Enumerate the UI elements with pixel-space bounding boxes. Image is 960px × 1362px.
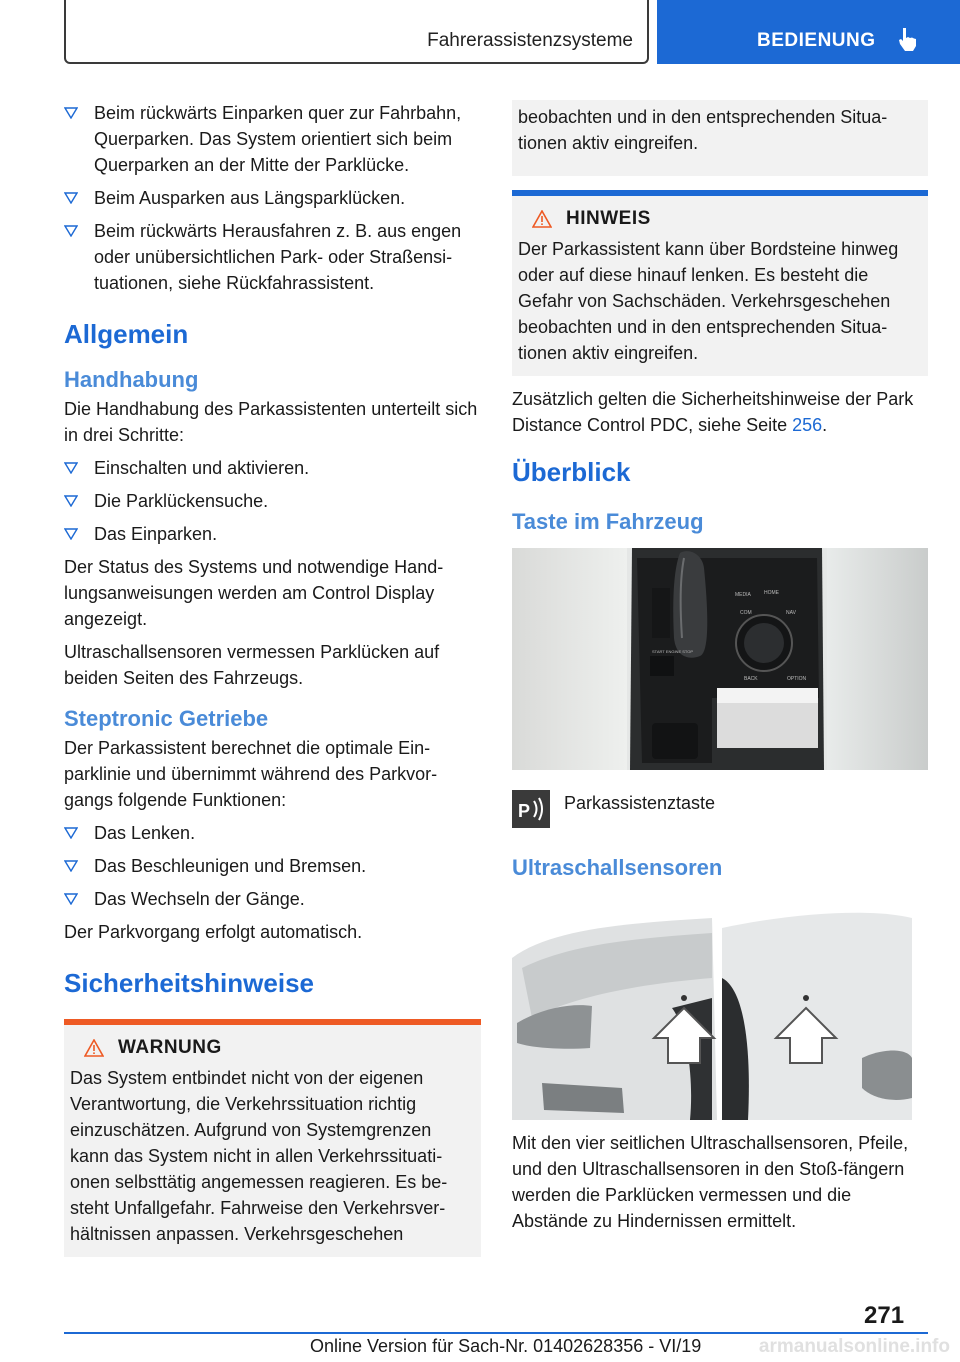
list-item: Beim Ausparken aus Längsparklücken. <box>64 185 481 211</box>
triangle-bullet-icon <box>64 860 78 872</box>
triangle-bullet-icon <box>64 893 78 905</box>
list-item: Das Beschleunigen und Bremsen. <box>64 853 481 879</box>
warning-triangle-icon <box>532 210 552 228</box>
list-item: Das Lenken. <box>64 820 481 846</box>
heading-sicherheitshinweise: Sicherheitshinweise <box>64 968 314 998</box>
header-section-box <box>64 0 649 64</box>
console-label-back: BACK <box>744 676 758 682</box>
left-column <box>64 100 481 1257</box>
list-item: Beim rückwärts Herausfahren z. B. aus engen oder unübersichtlichen Park- oder Straßensi-tuationen, siehe Rückfahrassistent. <box>64 218 481 296</box>
park-assist-button-icon <box>512 790 550 828</box>
console-photo <box>512 548 928 770</box>
console-label-com: COM <box>740 610 752 616</box>
triangle-bullet-icon <box>64 495 78 507</box>
list-item: Beim rückwärts Einparken quer zur Fahrbahn, Querparken. Das System orientiert sich beim Querparken an der Mitte der Parklücke. <box>64 100 481 178</box>
hint-title: HINWEIS <box>518 208 922 230</box>
warning-text: Das System entbindet nicht von der eigenen Verantwortung, die Verkehrssituation richtig einzuschätzen. Aufgrund von Systemgrenzen kann das System nicht in allen Verkehrssituati-onen selbsttätig angemessen reagieren. Es be-steht Unfallgefahr. Fahrweise den Verkehrsver-hältnissen anpassen. Verkehrsgeschehen <box>70 1068 448 1244</box>
list-item: Die Parklückensuche. <box>64 488 481 514</box>
handhabung-text: Die Handhabung des Parkassistenten unterteilt sich in drei Schritte: <box>64 399 478 445</box>
console-label-nav: NAV <box>786 610 796 616</box>
triangle-bullet-icon <box>64 107 78 119</box>
triangle-bullet-icon <box>64 462 78 474</box>
taste-legend <box>512 790 928 828</box>
page-link[interactable]: 256 <box>792 415 823 435</box>
page-number: 271 <box>864 1302 905 1329</box>
hint-box <box>512 190 928 376</box>
warning-triangle-icon <box>84 1039 104 1057</box>
heading-handhabung: Handhabung <box>64 367 199 392</box>
console-label-home: HOME <box>764 590 779 596</box>
list-item: Das Wechseln der Gänge. <box>64 886 481 912</box>
warning-box <box>64 1019 481 1257</box>
warning-continuation-box <box>512 100 928 176</box>
right-column <box>512 100 928 1241</box>
watermark: armanualsonline.info <box>758 1336 950 1357</box>
steptronic-bullet-list <box>64 820 481 912</box>
handhabung-bullet-list <box>64 455 481 547</box>
heading-steptronic: Steptronic Getriebe <box>64 706 269 731</box>
console-label-option: OPTION <box>787 676 807 682</box>
triangle-bullet-icon <box>64 192 78 204</box>
footer-online-version: Online Version für Sach-Nr. 01402628356 - VI/19 <box>310 1336 702 1356</box>
list-item: Einschalten und aktivieren. <box>64 455 481 481</box>
taste-label: Parkassistenztaste <box>564 793 716 813</box>
console-label-start: START ENGINE STOP <box>652 649 694 654</box>
svg-text:P: P <box>518 801 531 821</box>
intro-bullet-list <box>64 100 481 296</box>
warning-continuation-text: beobachten und in den entsprechenden Situa-tionen aktiv eingreifen. <box>518 107 888 153</box>
zusatz-text: Zusätzlich gelten die Sicherheitshinweise der Park Distance Control PDC, siehe Seite 256. <box>512 389 914 435</box>
triangle-bullet-icon <box>64 225 78 237</box>
triangle-bullet-icon <box>64 827 78 839</box>
ultraschall-description: Mit den vier seitlichen Ultraschallsensoren, Pfeile, und den Ultraschallsensoren in den Stoß-fängern werden die Parklücken vermessen und die Abstände zu Hindernissen ermittelt. <box>512 1133 909 1231</box>
footer-divider <box>64 1332 928 1334</box>
console-label-media: MEDIA <box>735 592 751 598</box>
steptronic-text: Der Parkassistent berechnet die optimale Ein-parklinie und übernimmt während des Parkvor-gangs folgende Funktionen: <box>64 738 438 810</box>
header-chapter-title: BEDIENUNG <box>757 30 876 51</box>
hand-pointer-icon <box>897 26 919 52</box>
car-sensors-photo <box>512 898 928 1120</box>
ultra-text: Ultraschallsensoren vermessen Parklücken auf beiden Seiten des Fahrzeugs. <box>64 642 440 688</box>
heading-taste: Taste im Fahrzeug <box>512 509 704 534</box>
list-item: Das Einparken. <box>64 521 481 547</box>
heading-allgemein: Allgemein <box>64 319 189 349</box>
heading-ultraschallsensoren: Ultraschallsensoren <box>512 855 723 880</box>
triangle-bullet-icon <box>64 528 78 540</box>
warning-title: WARNUNG <box>70 1037 475 1059</box>
hint-text: Der Parkassistent kann über Bordsteine hinweg oder auf diese hinauf lenken. Es besteht die Gefahr von Sachschäden. Verkehrsgeschehen beobachten und in den entsprechenden Situa-tionen aktiv eingreifen. <box>518 239 899 363</box>
header-section-title: Fahrerassistenzsysteme <box>427 30 633 51</box>
header-chapter-box <box>657 0 960 64</box>
heading-ueberblick: Überblick <box>512 457 631 487</box>
auto-text: Der Parkvorgang erfolgt automatisch. <box>64 922 363 942</box>
status-text: Der Status des Systems und notwendige Hand-lungsanweisungen werden am Control Display angezeigt. <box>64 557 444 629</box>
